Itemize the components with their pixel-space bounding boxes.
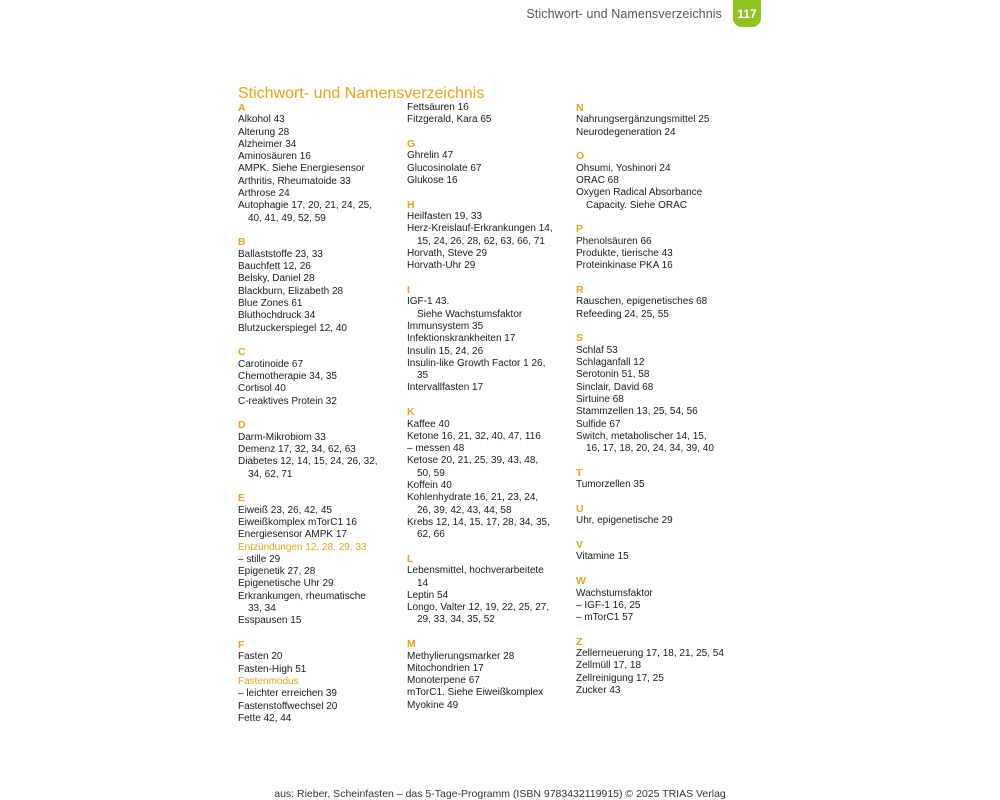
index-group: [576, 539, 738, 564]
index-entry-text: Myokine 49: [407, 699, 459, 711]
index-entry: [576, 612, 738, 624]
index-entry-text: Sinclair, David 68: [576, 381, 654, 393]
index-entry: [238, 286, 400, 298]
index-entry: [576, 260, 738, 272]
index-column-1: [238, 102, 400, 737]
index-entry: [238, 298, 400, 310]
index-letter-heading: G: [407, 138, 416, 151]
index-entry-text: Horvath, Steve 29: [407, 247, 488, 259]
index-entry: [238, 151, 400, 163]
index-entry-continuation: 34, 62, 71: [248, 468, 293, 480]
index-entry: [576, 248, 738, 260]
index-entry-text: Sirtuine 68: [576, 393, 624, 405]
index-entry: [238, 200, 400, 225]
index-column-3: [576, 102, 738, 709]
index-entry-text: Epigenetische Uhr 29: [238, 578, 334, 590]
index-entry: [407, 102, 569, 114]
index-entry-text: Vitamine 15: [576, 551, 629, 563]
index-entry-text: – IGF-1 16, 25: [576, 599, 641, 611]
index-entry-text: Oxygen Radical Absorbance: [576, 187, 703, 199]
index-entry: [238, 713, 400, 725]
index-entry: [407, 431, 569, 443]
index-letter-heading: U: [576, 503, 584, 516]
index-entry-text: Leptin 54: [407, 589, 449, 601]
index-entry-text: Sulfide 67: [576, 418, 621, 430]
index-entry: [238, 139, 400, 151]
index-group: [407, 138, 569, 187]
index-entry: [576, 588, 738, 600]
index-entry: [576, 419, 738, 431]
index-letter-heading: R: [576, 284, 584, 297]
index-entry-continuation: Siehe Wachstumsfaktor: [417, 308, 523, 320]
index-entry-text: Kaffee 40: [407, 418, 450, 430]
index-entry-text: Zellerneuerung 17, 18, 21, 25, 54: [576, 648, 724, 660]
index-entry: [238, 310, 400, 322]
index-entry: [238, 432, 400, 444]
index-group: [238, 492, 400, 627]
index-entry-continuation: 29, 33, 34, 35, 52: [417, 614, 495, 626]
index-letter-heading: N: [576, 102, 584, 114]
index-entry: [238, 383, 400, 395]
index-entry-text: Eiweißkomplex mTorC1 16: [238, 516, 357, 528]
index-entry: [238, 163, 400, 175]
index-entry: [576, 236, 738, 248]
index-letter-heading: H: [407, 198, 415, 211]
index-entry-text: Nahrungsergänzungsmittel 25: [576, 114, 710, 126]
index-entry-text: C-reaktives Protein 32: [238, 395, 337, 407]
index-entry-text: Fastenmodus: [238, 675, 299, 687]
index-entry-text: Refeeding 24, 25, 55: [576, 308, 669, 320]
index-entry-text: Herz-Kreislauf-Erkrankungen 14,: [407, 223, 553, 235]
index-entry: [238, 261, 400, 273]
index-entry-text: Ohsumi, Yoshinori 24: [576, 162, 671, 174]
index-entry-text: Fasten-High 51: [238, 663, 307, 675]
index-entry-text: Neurodegeneration 24: [576, 126, 676, 138]
index-entry: [576, 114, 738, 126]
index-entry-text: Belsky, Daniel 28: [238, 273, 315, 285]
index-group: [576, 223, 738, 272]
index-entry: [238, 456, 400, 481]
index-entry-text: Phenolsäuren 66: [576, 235, 652, 247]
index-entry-text: Demenz 17, 32, 34, 62, 63: [238, 443, 356, 455]
index-letter-heading: T: [576, 466, 583, 479]
index-entry: [407, 175, 569, 187]
index-entry: [576, 551, 738, 563]
index-entry-continuation: 40, 41, 49, 52, 59: [248, 212, 326, 224]
index-entry-text: Koffein 40: [407, 480, 452, 492]
index-letter-heading: K: [407, 406, 415, 419]
index-entry: [238, 701, 400, 713]
index-entry-continuation: 14: [417, 577, 429, 589]
index-letter-heading: B: [238, 236, 246, 249]
index-letter-heading: M: [407, 638, 416, 651]
index-entry: [576, 369, 738, 381]
index-entry: [407, 602, 569, 627]
index-letter-heading: I: [407, 284, 410, 297]
index-entry: [576, 309, 738, 321]
index-entry: [407, 321, 569, 333]
index-entry: [407, 651, 569, 663]
index-entry: [576, 685, 738, 697]
index-entry-text: AMPK. Siehe Energiesensor: [238, 163, 365, 175]
index-letter-heading: Z: [576, 635, 583, 648]
index-entry: [576, 660, 738, 672]
index-entry-continuation: 26, 39, 42, 43, 44, 58: [417, 504, 512, 516]
index-entry: [238, 554, 400, 566]
index-entry-text: Infektionskrankheiten 17: [407, 333, 516, 345]
index-entry-text: Entzündungen 12, 28, 29, 33: [238, 541, 367, 553]
index-entry-text: Autophagie 17, 20, 21, 24, 25,: [238, 200, 372, 212]
index-entry-text: Insulin-like Growth Factor 1 26,: [407, 357, 546, 369]
index-entry-text: Bluthochdruck 34: [238, 310, 316, 322]
index-entry: [576, 187, 738, 212]
index-entry: [407, 382, 569, 394]
index-entry: [407, 687, 569, 699]
index-entry: [407, 211, 569, 223]
index-entry: [238, 127, 400, 139]
index-entry-text: Switch, metabolischer 14, 15,: [576, 430, 707, 442]
index-group: [238, 419, 400, 480]
index-column-2: [407, 102, 569, 724]
index-entry: [238, 688, 400, 700]
index-entry: [407, 492, 569, 517]
index-group: [576, 102, 738, 139]
index-entry-continuation: 62, 66: [417, 529, 445, 541]
index-entry: [576, 163, 738, 175]
index-entry-text: Ghrelin 47: [407, 150, 454, 162]
index-entry: [407, 700, 569, 712]
index-group: [407, 638, 569, 712]
index-letter-heading: S: [576, 332, 584, 345]
index-entry: [576, 357, 738, 369]
index-entry: [576, 394, 738, 406]
index-entry-text: Lebensmittel, hochverarbeitete: [407, 565, 544, 577]
index-entry-text: Mitochondrien 17: [407, 662, 484, 674]
index-entry: [238, 505, 400, 517]
index-group: [238, 236, 400, 334]
index-entry-text: Schlaganfall 12: [576, 357, 645, 369]
index-entry: [238, 114, 400, 126]
index-entry-text: Stammzellen 13, 25, 54, 56: [576, 406, 698, 418]
index-entry: [576, 127, 738, 139]
index-entry: [407, 480, 569, 492]
index-entry: [407, 333, 569, 345]
index-entry-text: Tumorzellen 35: [576, 479, 645, 491]
index-entry: [407, 565, 569, 590]
index-entry-text: IGF-1 43.: [407, 296, 450, 308]
index-entry-text: Proteinkinase PKA 16: [576, 260, 673, 272]
index-entry-text: Krebs 12, 14, 15, 17, 28, 34, 35,: [407, 516, 550, 528]
index-entry-continuation: Capacity. Siehe ORAC: [586, 199, 687, 211]
index-entry-text: Monoterpene 67: [407, 675, 480, 687]
index-entry-text: Glukose 16: [407, 174, 458, 186]
index-group: [407, 199, 569, 273]
index-entry: [238, 566, 400, 578]
index-entry-text: – messen 48: [407, 443, 465, 455]
index-entry-text: – stille 29: [238, 553, 281, 565]
index-entry-text: – mTorC1 57: [576, 612, 634, 624]
index-entry-text: Fitzgerald, Kara 65: [407, 114, 492, 126]
index-entry-text: Alkohol 43: [238, 114, 285, 126]
index-group: [407, 553, 569, 627]
index-entry: [576, 515, 738, 527]
index-entry: [238, 273, 400, 285]
index-entry-continuation: 50, 59: [417, 467, 445, 479]
index-entry-text: Ketose 20, 21, 25, 39, 43, 48,: [407, 455, 539, 467]
index-group: [238, 102, 400, 225]
index-letter-heading: C: [238, 346, 246, 359]
index-entry-text: Diabetes 12, 14, 15, 24, 26, 32,: [238, 456, 378, 468]
index-entry: [238, 615, 400, 627]
index-entry: [407, 260, 569, 272]
index-entry-text: Rauschen, epigenetisches 68: [576, 296, 708, 308]
index-entry-continuation: 15, 24, 26, 28, 62, 63, 66, 71: [417, 235, 545, 247]
index-entry-text: Uhr, epigenetische 29: [576, 515, 673, 527]
index-letter-heading: O: [576, 150, 585, 163]
index-entry-text: Chemotherapie 34, 35: [238, 370, 337, 382]
index-entry-text: Zellmüll 17, 18: [576, 660, 642, 672]
index-entry: [576, 296, 738, 308]
index-entry-text: Epigenetik 27, 28: [238, 566, 316, 578]
index-entry: [576, 431, 738, 456]
index-entry-text: Immunsystem 35: [407, 320, 484, 332]
index-group: [238, 346, 400, 407]
index-entry: [576, 673, 738, 685]
index-entry: [407, 248, 569, 260]
index-entry-text: Produkte, tierische 43: [576, 247, 673, 259]
index-entry: [407, 455, 569, 480]
index-group: [576, 575, 738, 624]
index-entry-text: Arthritis, Rheumatoide 33: [238, 175, 351, 187]
index-entry: [576, 600, 738, 612]
index-entry: [576, 406, 738, 418]
index-entry: [407, 663, 569, 675]
index-entry: [238, 188, 400, 200]
section-title: Stichwort- und Namensverzeichnis: [238, 84, 485, 102]
index-entry-text: Eiweiß 23, 26, 42, 45: [238, 504, 332, 516]
index-entry-text: Blackburn, Elizabeth 28: [238, 285, 344, 297]
index-entry-text: Horvath-Uhr 29: [407, 260, 476, 272]
index-entry-text: Aminosäuren 16: [238, 151, 311, 163]
index-entry-text: Intervallfasten 17: [407, 382, 484, 394]
index-group: [407, 406, 569, 541]
index-group: [576, 467, 738, 492]
index-entry-text: Longo, Valter 12, 19, 22, 25, 27,: [407, 602, 550, 614]
index-letter-heading: E: [238, 492, 246, 505]
index-entry-text: Zucker 43: [576, 685, 621, 697]
index-entry: [238, 676, 400, 688]
index-entry: [407, 419, 569, 431]
index-entry: [238, 176, 400, 188]
index-entry-text: Glucosinolate 67: [407, 162, 482, 174]
index-letter-heading: D: [238, 419, 246, 432]
index-entry-text: Energiesensor AMPK 17: [238, 529, 347, 541]
index-group: [576, 503, 738, 528]
index-entry: [407, 296, 569, 321]
index-entry-text: Blue Zones 61: [238, 297, 303, 309]
index-entry-continuation: 35: [417, 370, 429, 382]
index-entry: [238, 371, 400, 383]
index-entry: [407, 590, 569, 602]
index-entry-text: Esspausen 15: [238, 615, 302, 627]
index-entry-text: Bauchfett 12, 26: [238, 261, 311, 273]
index-entry-text: Ballaststoffe 23, 33: [238, 248, 323, 260]
index-entry-continuation: 33, 34: [248, 602, 276, 614]
index-entry-text: Arthrose 24: [238, 188, 290, 200]
index-entry: [576, 345, 738, 357]
index-entry-text: Zellreinigung 17, 25: [576, 672, 664, 684]
source-footer: aus: Rieber, Scheinfasten – das 5-Tage-Programm (ISBN 9783432119915) © 2025 TRIAS Verlag: [274, 788, 726, 800]
index-entry: [238, 664, 400, 676]
index-entry-text: Darm-Mikrobiom 33: [238, 431, 326, 443]
index-entry: [407, 443, 569, 455]
index-entry: [238, 249, 400, 261]
index-entry: [407, 675, 569, 687]
index-entry: [407, 114, 569, 126]
index-entry-text: Fastenstoffwechsel 20: [238, 700, 338, 712]
index-entry-text: Fette 42, 44: [238, 712, 292, 724]
index-entry: [238, 517, 400, 529]
index-entry-text: Schlaf 53: [576, 344, 618, 356]
index-entry: [238, 323, 400, 335]
index-entry-text: Alzheimer 34: [238, 138, 297, 150]
index-group: [576, 284, 738, 321]
index-entry: [238, 591, 400, 616]
index-group: [576, 150, 738, 211]
index-entry: [238, 359, 400, 371]
index-entry-text: ORAC 68: [576, 174, 619, 186]
page-number-badge: 117: [733, 0, 761, 27]
index-entry: [407, 346, 569, 358]
index-entry-text: Insulin 15, 24, 26: [407, 345, 484, 357]
running-header-title: Stichwort- und Namensverzeichnis: [526, 7, 722, 21]
index-entry-text: – leichter erreichen 39: [238, 688, 337, 700]
index-entry-text: Serotonin 51, 58: [576, 369, 650, 381]
index-group: [407, 102, 569, 127]
index-letter-heading: A: [238, 102, 246, 114]
index-letter-heading: F: [238, 639, 245, 652]
index-entry: [407, 150, 569, 162]
index-entry-text: Wachstumsfaktor: [576, 587, 653, 599]
index-entry: [238, 651, 400, 663]
index-letter-heading: W: [576, 575, 586, 588]
index-entry: [576, 479, 738, 491]
index-entry-text: Ketone 16, 21, 32, 40, 47, 116: [407, 430, 541, 442]
index-group: [576, 332, 738, 455]
index-entry-text: Kohlenhydrate 16, 21, 23, 24,: [407, 492, 539, 504]
index-entry-text: Erkrankungen, rheumatische: [238, 590, 366, 602]
index-entry: [407, 358, 569, 383]
index-entry: [238, 396, 400, 408]
index-entry-text: Heilfasten 19, 33: [407, 211, 483, 223]
index-entry: [407, 517, 569, 542]
index-entry: [576, 382, 738, 394]
index-entry: [407, 223, 569, 248]
index-entry-text: mTorC1. Siehe Eiweißkomplex: [407, 687, 544, 699]
index-letter-heading: V: [576, 539, 584, 552]
index-entry: [238, 444, 400, 456]
index-entry: [238, 578, 400, 590]
index-entry-text: Fettsäuren 16: [407, 102, 469, 113]
index-group: [407, 284, 569, 395]
index-entry-text: Fasten 20: [238, 651, 283, 663]
index-entry-text: Methylierungsmarker 28: [407, 650, 515, 662]
index-entry: [576, 175, 738, 187]
index-entry-text: Carotinoide 67: [238, 358, 304, 370]
index-letter-heading: L: [407, 553, 414, 565]
index-letter-heading: P: [576, 223, 584, 236]
index-entry-text: Blutzuckerspiegel 12, 40: [238, 322, 347, 334]
index-entry: [407, 163, 569, 175]
index-group: [238, 639, 400, 725]
index-group: [576, 636, 738, 697]
index-entry-text: Cortisol 40: [238, 383, 286, 395]
index-entry-continuation: 16, 17, 18, 20, 24, 34, 39, 40: [586, 443, 714, 455]
index-entry: [238, 542, 400, 554]
index-entry: [576, 648, 738, 660]
index-entry-text: Alterung 28: [238, 126, 290, 138]
index-entry: [238, 529, 400, 541]
